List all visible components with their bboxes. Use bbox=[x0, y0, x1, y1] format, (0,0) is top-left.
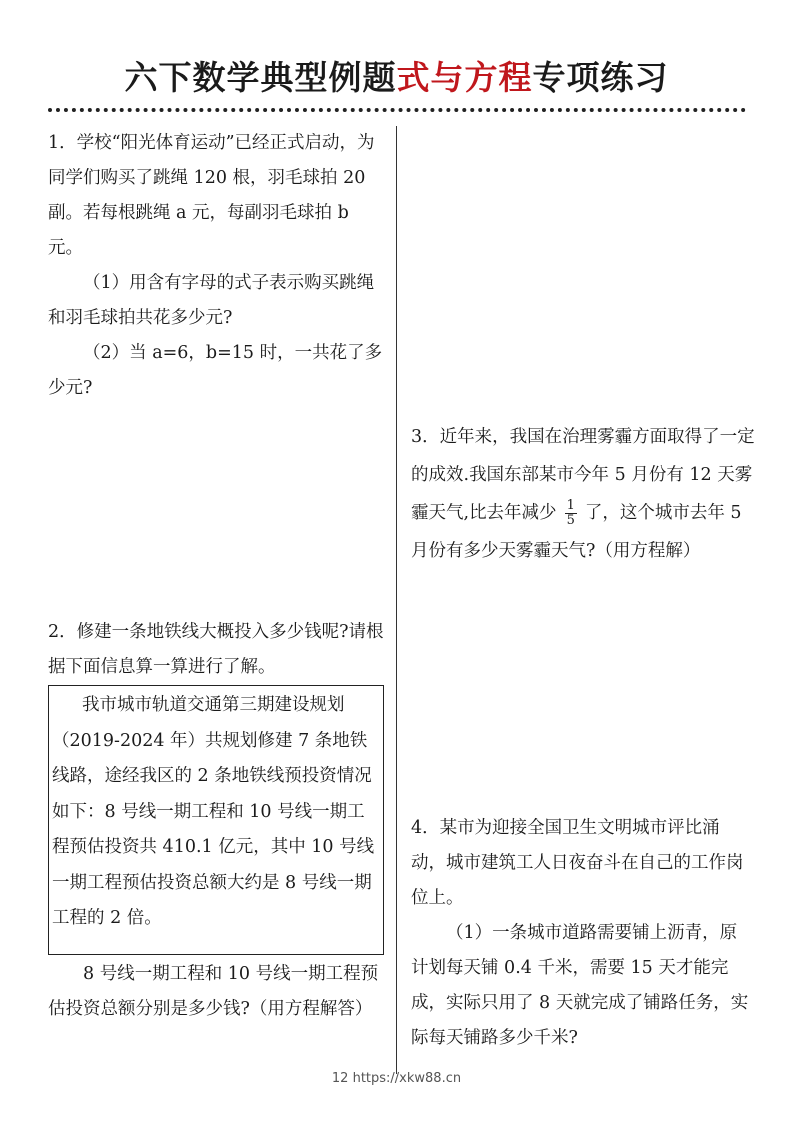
q4-stem: 4．某市为迎接全国卫生文明城市评比涌动，城市建筑工人日夜奋斗在自己的工作岗位上。 bbox=[411, 818, 744, 908]
q2-stem: 2．修建一条地铁线大概投入多少钱呢?请根据下面信息算一算进行了解。 bbox=[48, 622, 384, 677]
page-title bbox=[0, 52, 793, 99]
q4-part1: （1）一条城市道路需要铺上沥青，原计划每天铺 0.4 千米，需要 15 天才能完成，实际只用了 8 天就完成了铺路任务，实际每天铺路多少千米? bbox=[411, 923, 749, 1048]
title-part3: 专项练习 bbox=[532, 58, 669, 97]
column-divider bbox=[396, 126, 397, 1074]
title-part1: 六下数学典型例题 bbox=[124, 58, 397, 97]
question-2 bbox=[48, 615, 388, 685]
question-4 bbox=[411, 811, 749, 1056]
q1-stem: 1．学校“阳光体育运动”已经正式启动，为同学们购买了跳绳 120 根，羽毛球拍 20 副。若每根跳绳 a 元，每副羽毛球拍 b 元。 bbox=[48, 133, 375, 258]
question-3 bbox=[411, 418, 756, 570]
q3-text-after: 了，这个城市去年 5 月份有多少天雾霾天气?（用方程解） bbox=[411, 503, 742, 561]
question-1 bbox=[48, 126, 384, 406]
q3-text bbox=[411, 418, 756, 570]
q2-question bbox=[48, 957, 384, 1027]
q2-info-box bbox=[48, 685, 384, 955]
q3-frac-denominator: 5 bbox=[566, 513, 575, 528]
q1-part2: （2）当 a=6，b=15 时，一共花了多少元? bbox=[48, 343, 383, 398]
title-highlight: 式与方程 bbox=[396, 58, 533, 97]
q2-box-text: 我市城市轨道交通第三期建设规划（2019-2024 年）共规划修建 7 条地铁线路，途经我区的 2 条地铁线预投资情况如下：8 号线一期工程和 10 号线一期工程预估投资共 410.1 亿元，其中 10 号线一期工程预估投资总额大约是 8 号线一期工程的 2 倍。 bbox=[52, 695, 375, 928]
q3-text-before: 3．近年来，我国在治理雾霾方面取得了一定的成效.我国东部某市今年 5 月份有 12 天雾霾天气,比去年减少 bbox=[411, 427, 755, 523]
q3-frac-numerator: 1 bbox=[566, 498, 575, 513]
q3-fraction bbox=[565, 499, 577, 528]
q1-part1: （1）用含有字母的式子表示购买跳绳和羽毛球拍共花多少元? bbox=[48, 273, 375, 328]
q2-question-text: 8 号线一期工程和 10 号线一期工程预估投资总额分别是多少钱?（用方程解答） bbox=[48, 964, 379, 1019]
title-dotted-divider bbox=[48, 108, 746, 112]
page-footer: 12 https://xkw88.cn bbox=[331, 1071, 462, 1086]
